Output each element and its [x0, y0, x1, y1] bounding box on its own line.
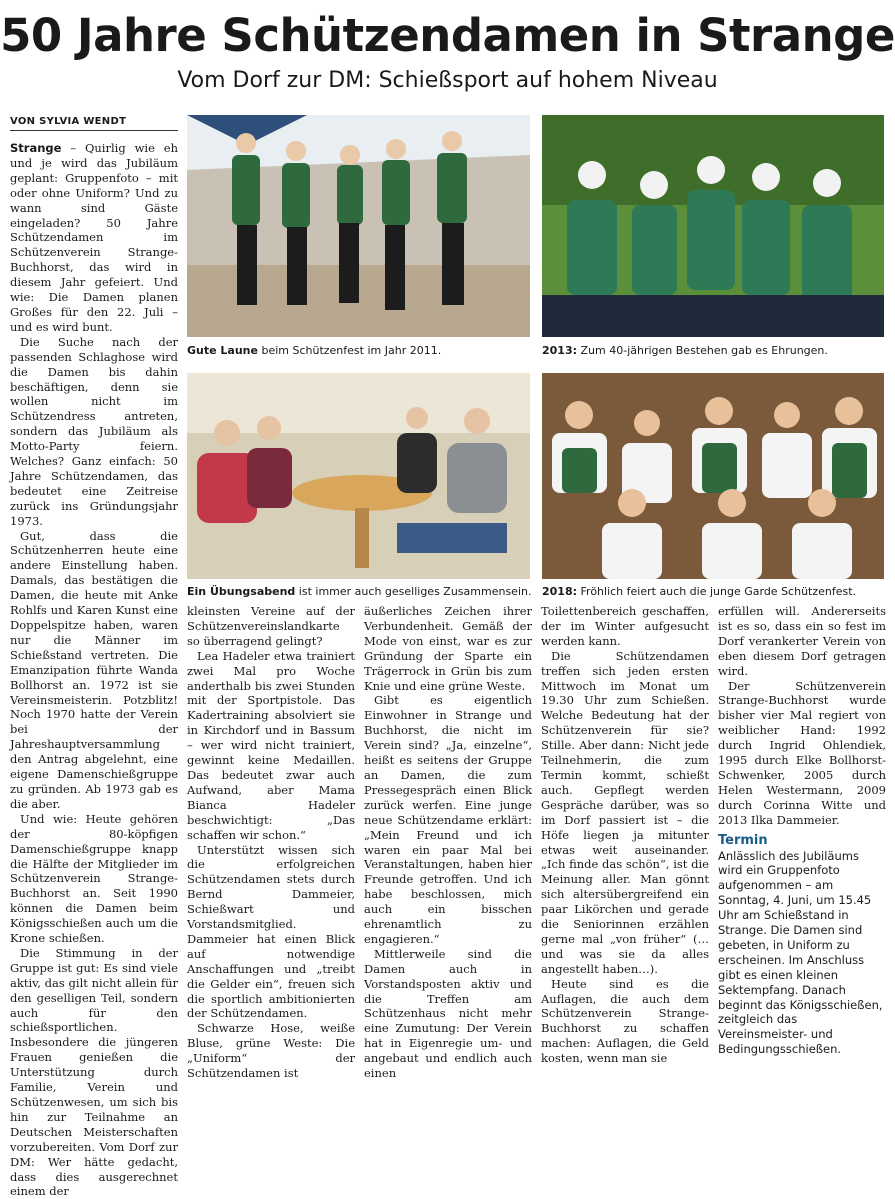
article-paragraph: Lea Hadeler etwa trainiert zwei Mal pro Woche anderthalb bis zwei Stunden mit der Sportpistole. Das Kadertraining absolviert sie in Kirchdorf und in Bassum – wer wird nicht trainiert, gewinnt keine Medaillen. Das bedeutet zwar auch Aufwand, aber Mama Bianca Hadeler beschwichtigt: „Das schaffen wir schon.“ [187, 648, 355, 842]
article-paragraph: Mittlerweile sind die Damen auch in Vorstandsposten aktiv und die Treffen am Schützenhaus nicht mehr eine Zumutung: Der Verein hat in Eigenregie um- und angebaut und endlich auch einen [364, 946, 532, 1081]
article-paragraph: kleinsten Vereine auf der Schützenvereinslandkarte so überragend gelingt? [187, 604, 355, 648]
article-paragraph: äußerliches Zeichen ihrer Verbundenheit. Gemäß der Mode von einst, war es zur Gründung der Sparte ein Trägerrock in Grün bis zum Knie und eine grüne Weste. [364, 604, 532, 693]
article-paragraph: Der Schützenverein Strange-Buchhorst wurde bisher vier Mal regiert von weiblicher Hand: 1992 durch Ingrid Ohlendiek, 1995 durch Elke Bollhorst-Schwenker, 2005 durch Helen Westermann, 2009 durch Corinna Witte und 2013 Ilka Dammeier. [718, 678, 886, 827]
article-paragraph: Heute sind es die Auflagen, die auch dem Schützenverein Strange-Buchhorst zu schaffen machen: Auflagen, die Geld kosten, wenn man sie [541, 976, 709, 1066]
termin-text: Anlässlich des Jubiläums wird ein Gruppenfoto aufgenommen – am Sonntag, 4. Juni, um 15.45 Uhr am Schießstand in Strange. Die Damen sind gebeten, in Uniform zu erscheinen. Im Anschluss gibt es einen kleinen Sektempfang. Danach beginnt das Königsschießen, zeitgleich das Vereinsmeister- und Bedingungsschießen. [718, 848, 883, 1057]
article-paragraph: Die Schützendamen treffen sich jeden ersten Mittwoch im Monat um 19.30 Uhr zum Schießen. Welche Bedeutung hat der Schützenverein für sie? Stille. Aber dann: Nicht jede Teilnehmerin, die zum Termin kommt, schießt auch. Gepflegt werden Gespräche darüber, was so im Dorf passiert ist – die Höfe liegen ja mitunter etwas weit auseinander. „Ich finde das schön“, ist die Meinung aller. Man gönnt sich altersübergreifend ein paar Likörchen und gerade die Seniorinnen erzählen gerne mal „von früher“ (…und was sie da alles angestellt haben…). [541, 648, 709, 976]
article-paragraph: Strange – Quirlig wie eh und je wird das Jubiläum geplant: Gruppenfoto – mit oder ohne Uniform? Und zu wann sind Gäste eingeladen? 50 Jahre Schützendamen im Schützenverein Strange-Buchhorst, das wird in diesem Jahr gefeiert. Und wie: Die Damen planen Großes für den 22. Juli – und es wird bunt. [10, 141, 178, 334]
article-paragraph: Schwarze Hose, weiße Bluse, grüne Weste: Die „Uniform“ der Schützendamen ist [187, 1021, 355, 1081]
article-column-4 [541, 604, 709, 1066]
byline: VON SYLVIA WENDT [10, 116, 127, 127]
article-paragraph: Toilettenbereich geschaffen, der im Winter aufgesucht werden kann. [541, 604, 709, 648]
photo-young-guard-2018 [542, 373, 884, 579]
article-column-3 [364, 604, 532, 1081]
photo-caption-1: Gute Laune beim Schützenfest im Jahr 2011. [187, 344, 442, 357]
article-column-1 [10, 141, 178, 1199]
photo-caption-4: 2018: Fröhlich feiert auch die junge Garde Schützenfest. [542, 585, 857, 598]
article-column-2 [187, 604, 355, 1081]
photo-festival-2011 [187, 115, 530, 337]
article-paragraph: Und wie: Heute gehören der 80-köpfigen Damenschießgruppe knapp die Hälfte der Mitglieder im Schützenverein Strange-Buchhorst an. Seit 1990 können die Damen beim Königsschießen auch um die Krone schießen. [10, 811, 178, 946]
byline-divider [10, 130, 178, 131]
article-paragraph: Die Suche nach der passenden Schlaghose wird die Damen bis dahin beschäftigen, denn sie wollen nicht im Schützendress antreten, sondern das Jubiläum als Motto-Party feiern. Welches? Ganz einfach: 50 Jahre Schützendamen, das bedeutet eine Zeitreise zurück ins Gründungsjahr 1973. [10, 334, 178, 528]
article-paragraph: Die Stimmung in der Gruppe ist gut: Es sind viele aktiv, das gilt nicht allein für den geselligen Teil, sondern auch für den schießsportlichen. Insbesondere die jüngeren Frauen genießen die Unterstützung durch Familie, Verein und Schützenwesen, um sich bis hin zur Teilnahme an Deutschen Meisterschaften vorzubereiten. Vom Dorf zur DM: Wer hätte gedacht, dass dies ausgerechnet einem der [10, 945, 178, 1199]
article-headline: 50 Jahre Schützendamen in Strange [0, 9, 895, 62]
article-paragraph: Unterstützt wissen sich die erfolgreichen Schützendamen stets durch Bernd Dammeier, Schießwart und Vorstandsmitglied. Dammeier hat einen Blick auf notwendige Anschaffungen und „treibt die Gelder ein“, freuen sich die sportlich ambitionierten der Schützendamen. [187, 842, 355, 1021]
article-subheadline: Vom Dorf zur DM: Schießsport auf hohem Niveau [177, 68, 718, 93]
photo-caption-3: Ein Übungsabend ist immer auch geselliges Zusammensein. [187, 585, 532, 598]
termin-heading: Termin [718, 832, 768, 848]
article-paragraph: Gibt es eigentlich Einwohner in Strange und Buchhorst, die nicht im Verein sind? „Ja, einzelne“, heißt es seitens der Gruppe an Damen, die zum Pressegespräch einen Blick zurück werfen. Eine junge neue Schützendame erklärt: „Mein Freund und ich waren ein paar Mal bei Veranstaltungen, haben hier Freunde getroffen. Und ich habe beschlossen, mich auch ein bisschen ehrenamtlich zu engagieren.“ [364, 693, 532, 946]
article-paragraph: erfüllen will. Andererseits ist es so, dass ein so fest im Dorf verankerter Verein von eben diesem Dorf getragen wird. [718, 604, 886, 678]
article-column-5 [718, 604, 886, 1057]
article-paragraph: Gut, dass die Schützenherren heute eine andere Einstellung haben. Damals, das bestätigen die Damen, die heute mit Anke Rohlfs und Karen Kunst eine Doppelspitze haben, waren nur die Männer im Schießstand vertreten. Die Emanzipation führte Wanda Bollhorst an. 1972 ist sie Vereinsmeisterin. Potzblitz! Noch 1970 hatte der Verein bei der Jahreshauptversammlung den Antrag abgelehnt, eine eigene Damenschießgruppe zu gründen. Ab 1973 gab es die aber. [10, 528, 178, 811]
photo-honors-2013 [542, 115, 884, 337]
photo-caption-2: 2013: Zum 40-jährigen Bestehen gab es Ehrungen. [542, 344, 828, 357]
photo-practice-evening [187, 373, 530, 579]
